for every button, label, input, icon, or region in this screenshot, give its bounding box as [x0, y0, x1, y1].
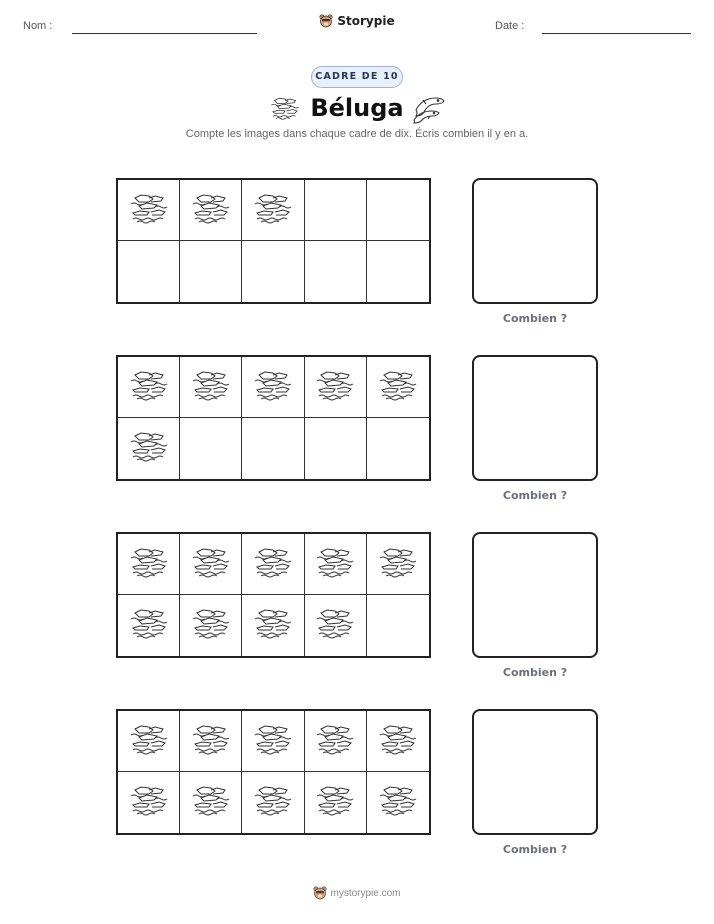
- brand-logo: [0, 14, 714, 33]
- frame-cell: [242, 357, 304, 418]
- frame-cell: [305, 711, 367, 772]
- frame-cell: [180, 241, 242, 302]
- ice-floe-icon: [129, 369, 169, 406]
- ice-floe-icon: [191, 723, 231, 760]
- frame-cell: [367, 418, 429, 479]
- bear-face-icon: [319, 14, 333, 28]
- frame-cell: [242, 241, 304, 302]
- combien-label: Combien ?: [502, 666, 568, 679]
- ice-floe-icon: [191, 369, 231, 406]
- frame-cell: [118, 534, 180, 595]
- frame-cell: [118, 241, 180, 302]
- answer-box-3[interactable]: [472, 532, 598, 658]
- footer: [0, 886, 714, 905]
- frame-cell: [242, 180, 304, 241]
- ice-floe-icon: [315, 607, 355, 644]
- ice-floe-icon: [253, 607, 293, 644]
- ice-floe-icon: [378, 546, 418, 583]
- frame-cell: [118, 711, 180, 772]
- name-label: Nom :: [23, 20, 53, 32]
- ten-frame-1: [116, 178, 431, 304]
- ice-floe-icon: [129, 192, 169, 229]
- frame-cell: [242, 595, 304, 656]
- ice-floe-icon: [378, 784, 418, 821]
- page-title: Béluga: [310, 94, 404, 122]
- worksheet-type-badge: CADRE DE 10: [311, 66, 403, 88]
- ice-floe-icon: [253, 369, 293, 406]
- frame-cell: [367, 534, 429, 595]
- name-line[interactable]: [72, 33, 257, 34]
- date-label: Date :: [495, 20, 525, 32]
- beluga-whales-icon: [412, 92, 446, 124]
- frame-cell: [305, 418, 367, 479]
- frame-cell: [118, 418, 180, 479]
- answer-box-1[interactable]: [472, 178, 598, 304]
- answer-box-4[interactable]: [472, 709, 598, 835]
- frame-cell: [242, 534, 304, 595]
- frame-cell: [180, 595, 242, 656]
- answer-box-2[interactable]: [472, 355, 598, 481]
- ten-frame-3: [116, 532, 431, 658]
- frame-cell: [305, 595, 367, 656]
- frame-cell: [180, 418, 242, 479]
- footer-site[interactable]: mystorypie.com: [330, 887, 401, 899]
- ice-floe-icon: [191, 192, 231, 229]
- ice-floe-icon: [315, 546, 355, 583]
- instructions: Compte les images dans chaque cadre de dix. Écris combien il y en a.: [185, 128, 529, 140]
- frame-cell: [242, 418, 304, 479]
- date-line[interactable]: [542, 33, 691, 34]
- ice-floe-icon: [253, 192, 293, 229]
- bear-face-icon: [313, 886, 327, 900]
- frame-cell: [367, 241, 429, 302]
- frame-cell: [305, 241, 367, 302]
- ice-floe-icon: [129, 430, 169, 467]
- frame-cell: [180, 534, 242, 595]
- frame-cell: [118, 595, 180, 656]
- frame-cell: [367, 711, 429, 772]
- frame-cell: [242, 772, 304, 833]
- ice-floe-icon: [378, 723, 418, 760]
- ice-floe-icon: [191, 546, 231, 583]
- frame-cell: [305, 534, 367, 595]
- brand-name: Storypie: [337, 14, 395, 28]
- frame-cell: [305, 180, 367, 241]
- ice-floe-icon: [253, 546, 293, 583]
- ice-floe-icon: [129, 723, 169, 760]
- frame-cell: [367, 772, 429, 833]
- frame-cell: [242, 711, 304, 772]
- frame-cell: [367, 357, 429, 418]
- combien-label: Combien ?: [502, 312, 568, 325]
- ice-floe-icon: [129, 607, 169, 644]
- frame-cell: [367, 595, 429, 656]
- ten-frame-4: [116, 709, 431, 835]
- frame-cell: [367, 180, 429, 241]
- ice-floe-icon: [253, 784, 293, 821]
- ice-floe-icon: [315, 784, 355, 821]
- ice-floe-icon: [253, 723, 293, 760]
- ice-floe-icon: [129, 546, 169, 583]
- ice-floe-icon: [315, 723, 355, 760]
- frame-cell: [118, 772, 180, 833]
- ice-floe-icon: [315, 369, 355, 406]
- frame-cell: [305, 357, 367, 418]
- ice-floe-icon: [191, 607, 231, 644]
- frame-cell: [180, 711, 242, 772]
- combien-label: Combien ?: [502, 843, 568, 856]
- combien-label: Combien ?: [502, 489, 568, 502]
- frame-cell: [118, 357, 180, 418]
- frame-cell: [180, 180, 242, 241]
- frame-cell: [118, 180, 180, 241]
- frame-cell: [180, 357, 242, 418]
- ice-floe-icon: [129, 784, 169, 821]
- frame-cell: [305, 772, 367, 833]
- ice-floe-icon: [378, 369, 418, 406]
- ten-frame-2: [116, 355, 431, 481]
- ice-floe-icon: [191, 784, 231, 821]
- frame-cell: [180, 772, 242, 833]
